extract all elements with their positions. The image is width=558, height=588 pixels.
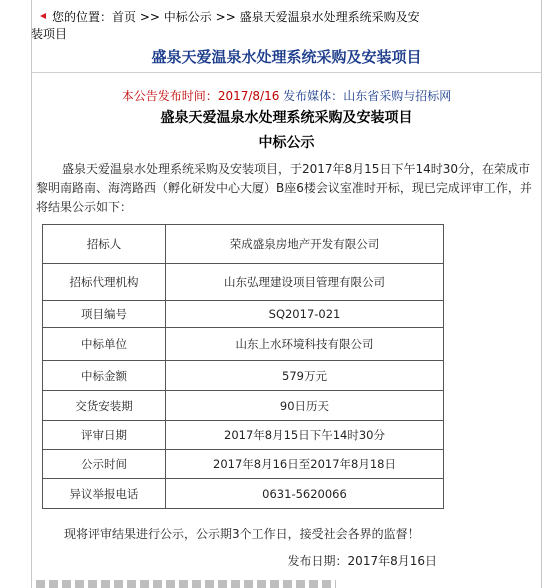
table-value: 90日历天 (166, 391, 444, 421)
header-divider (31, 72, 542, 73)
breadcrumb (40, 9, 435, 26)
header-title: 盛泉天爱温泉水处理系统采购及安装项目 (151, 48, 422, 66)
article-footnote: 现将评审结果进行公示，公示期3个工作日，接受社会各界的监督！ (64, 527, 420, 541)
table-row (43, 328, 444, 361)
breadcrumb-separator: >> (139, 10, 160, 24)
article-subtitle: 中标公示 (258, 135, 315, 151)
breadcrumb-current-wrap: 装项目 (31, 27, 68, 41)
table-value: 2017年8月15日下午14时30分 (166, 421, 444, 450)
table-value: 0631-5620066 (166, 479, 444, 509)
cropped-footer-text (36, 580, 336, 588)
breadcrumb-current: 盛泉天爱温泉水处理系统采购及安 (239, 10, 420, 24)
table-key: 招标代理机构 (43, 264, 166, 301)
table-row (43, 361, 444, 391)
table-value: 山东弘理建设项目管理有限公司 (166, 264, 444, 301)
table-key: 交货安装期 (43, 391, 166, 421)
table-key: 中标金额 (43, 361, 166, 391)
table-row (43, 450, 444, 479)
table-key: 公示时间 (43, 450, 166, 479)
article-intro: 盛泉天爱温泉水处理系统采购及安装项目，于2017年8月15日下午14时30分，在荣成市黎明南路南、海湾路西（孵化研发中心大厦）B座6楼会议室准时开标，现已完成评审工作，并将结果公示如下： (36, 162, 532, 214)
publish-date: 2017/8/16 (217, 89, 280, 103)
table-key: 招标人 (43, 225, 166, 264)
breadcrumb-separator: >> (215, 10, 236, 24)
arrow-left-icon (40, 13, 46, 19)
table-row (43, 479, 444, 509)
result-table (42, 224, 444, 509)
publish-label: 本公告发布时间： (121, 89, 218, 103)
article-title: 盛泉天爱温泉水处理系统采购及安装项目 (160, 110, 413, 126)
table-value: 2017年8月16日至2017年8月18日 (166, 450, 444, 479)
publish-meta (31, 87, 542, 104)
table-row (43, 225, 444, 264)
location-label: 您的位置： (52, 10, 113, 24)
media-name: 山东省采购与招标网 (343, 89, 452, 103)
table-value: 荣成盛泉房地产开发有限公司 (166, 225, 444, 264)
table-row (43, 421, 444, 450)
table-key: 异议举报电话 (43, 479, 166, 509)
table-key: 评审日期 (43, 421, 166, 450)
table-row (43, 391, 444, 421)
breadcrumb-home-link[interactable]: 首页 (112, 10, 137, 24)
table-value: 579万元 (166, 361, 444, 391)
breadcrumb-category-link[interactable]: 中标公示 (163, 10, 212, 24)
table-value: 山东上水环境科技有限公司 (166, 328, 444, 361)
article-pubdate: 发布日期：2017年8月16日 (287, 554, 437, 568)
table-value: SQ2017-021 (166, 301, 444, 328)
media-label: 发布媒体： (283, 89, 344, 103)
table-key: 项目编号 (43, 301, 166, 328)
table-row (43, 264, 444, 301)
table-key: 中标单位 (43, 328, 166, 361)
table-row (43, 301, 444, 328)
